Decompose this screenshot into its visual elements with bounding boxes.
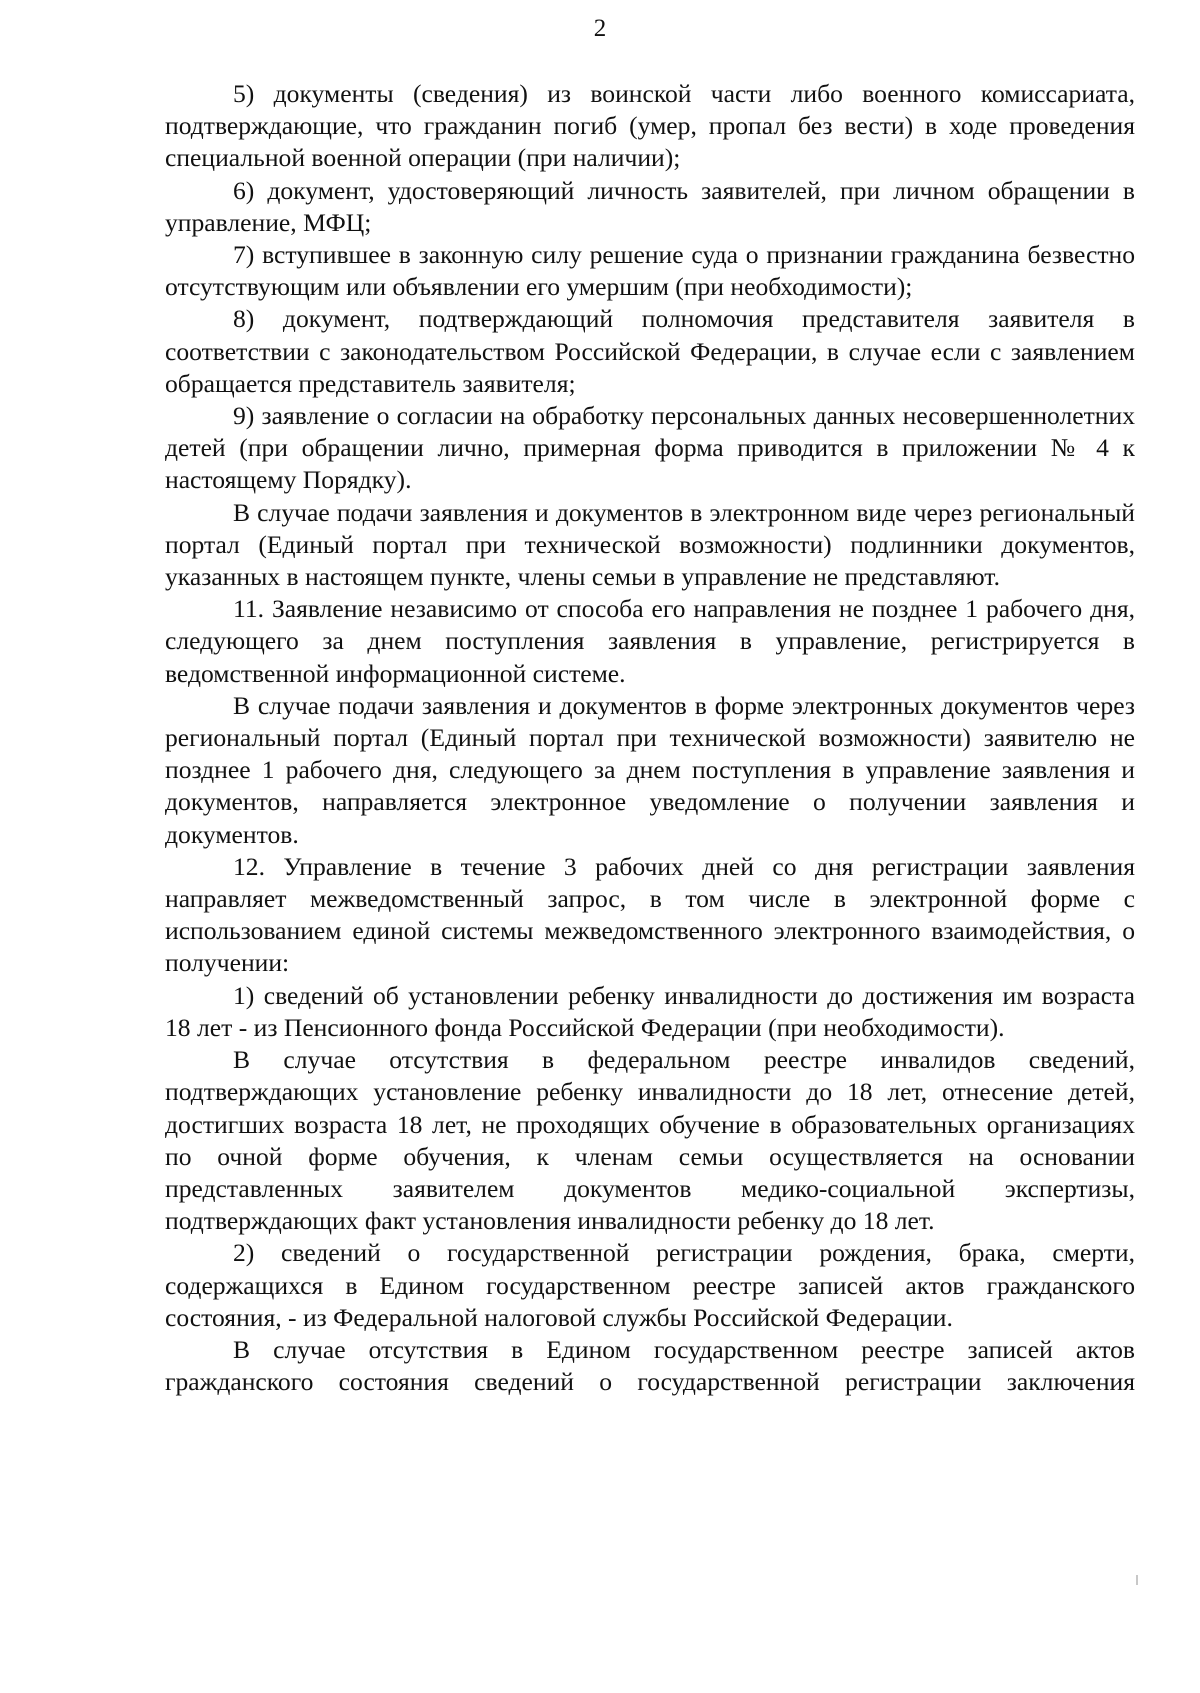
paragraph-item-9: 9) заявление о согласии на обработку персональных данных несовершеннолетних детей (при обращении лично, примерная форма приводится в приложении № 4 к настоящему Порядку).	[165, 401, 1135, 495]
paragraph-item-6: 6) документ, удостоверяющий личность заявителей, при личном обращении в управление, МФЦ;	[165, 175, 1135, 237]
paragraph-item-8: 8) документ, подтверждающий полномочия представителя заявителя в соответствии с законодательством Российской Федерации, в случае если с заявлением обращается представитель заявителя;	[165, 304, 1135, 398]
paragraph-clause-12: 12. Управление в течение 3 рабочих дней со дня регистрации заявления направляет межведомственный запрос, в том числе в электронной форме с использованием единой системы межведомственного электронного взаимодействия, о получении:	[165, 851, 1135, 978]
paragraph-disability-registry: В случае отсутствия в федеральном реестре инвалидов сведений, подтверждающих установление ребенку инвалидности до 18 лет, отнесение детей, достигших возраста 18 лет, не проходящих обучение в образовательных организациях по очной форме обучения, к членам семьи осуществляется на основании представленных заявителем документов медико-социальной экспертизы, подтверждающих факт установления инвалидности ребенку до 18 лет.	[165, 1045, 1135, 1236]
paragraph-civil-registry: В случае отсутствия в Едином государственном реестре записей актов гражданского состояния сведений о государственной регистрации заключения	[165, 1334, 1135, 1397]
paragraph-item-7: 7) вступившее в законную силу решение суда о признании гражданина безвестно отсутствующим или объявлении его умершим (при необходимости);	[165, 240, 1135, 302]
scan-mark	[1136, 1575, 1138, 1585]
page-number: 2	[593, 15, 607, 42]
paragraph-subitem-1: 1) сведений об установлении ребенку инвалидности до достижения им возраста 18 лет - из Пенсионного фонда Российской Федерации (при необходимости).	[165, 980, 1135, 1042]
paragraph-clause-11: 11. Заявление независимо от способа его направления не позднее 1 рабочего дня, следующего за днем поступления заявления в управление, регистрируется в ведомственной информационной системе.	[165, 594, 1135, 688]
paragraph-subitem-2: 2) сведений о государственной регистрации рождения, брака, смерти, содержащихся в Едином государственном реестре записей актов гражданского состояния, - из Федеральной налоговой службы Российской Федерации.	[165, 1238, 1135, 1332]
document-body	[165, 78, 1135, 1398]
paragraph-electronic-notification: В случае подачи заявления и документов в форме электронных документов через региональный портал (Единый портал при технической возможности) заявителю не позднее 1 рабочего дня, следующего за днем поступления в управление заявления и документов, направляется электронное уведомление о получении заявления и документов.	[165, 690, 1135, 849]
paragraph-item-5: 5) документы (сведения) из воинской части либо военного комиссариата, подтверждающие, что гражданин погиб (умер, пропал без вести) в ходе проведения специальной военной операции (при наличии);	[165, 79, 1135, 173]
paragraph-electronic-submission: В случае подачи заявления и документов в электронном виде через региональный портал (Единый портал при технической возможности) подлинники документов, указанных в настоящем пункте, члены семьи в управление не представляют.	[165, 497, 1135, 592]
